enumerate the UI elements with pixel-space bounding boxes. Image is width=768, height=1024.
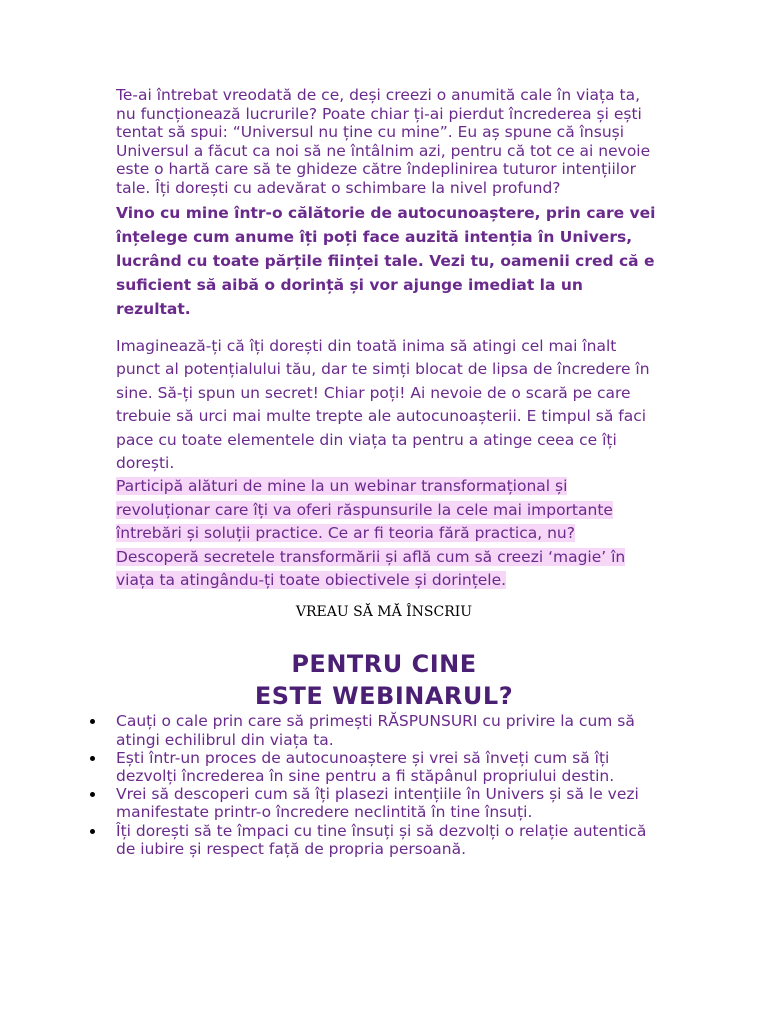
audience-list (116, 712, 656, 858)
list-item-text: Ești într-un proces de autocunoaștere și vrei să înveți cum să îți dezvolți încrederea în sine pentru a fi stăpânul propriului destin. (116, 748, 615, 786)
bullet-icon (90, 719, 95, 724)
heading-line-1: PENTRU CINE (291, 650, 477, 679)
list-item (116, 749, 656, 785)
heading-line-2: ESTE WEBINARUL? (254, 682, 514, 711)
list-item (116, 822, 656, 858)
document-page (116, 86, 656, 858)
list-item-text: Vrei să descoperi cum să îți plasezi intențiile în Univers și să le vezi manifestate printr-o încredere neclintită în tine însuți. (116, 785, 639, 822)
highlighted-text: Participă alături de mine la un webinar transformațional și revoluționar care îți va oferi răspunsurile la cele mai importante întrebări și soluții practice. Ce ar fi teoria fără practica, nu? Descoperă secretele transformării și află cum să creezi ‘magie’ în viața ta atingându-ți toate obiectivele și dorințele. (116, 477, 626, 590)
list-item (116, 712, 656, 748)
list-item (116, 785, 656, 821)
bullet-icon (90, 829, 95, 834)
highlight-paragraph (116, 475, 656, 592)
bold-paragraph: Vino cu mine într-o călătorie de autocunoaștere, prin care vei înțelege cum anume îți poți face auzită intenția în Univers, lucrând cu toate părțile ființei tale. Vezi tu, oamenii cred că e suficient să aibă o dorință și vor ajunge imediat la un rezultat. (116, 204, 656, 318)
bullet-icon (90, 792, 95, 797)
intro-paragraph: Te-ai întrebat vreodată de ce, deși creezi o anumită cale în viața ta, nu funcționează lucrurile? Poate chiar ți-ai pierdut încrederea și ești tentat să spui: “Universul nu ține cu mine”. Eu aș spune că însuși Universul a făcut ca noi să ne întâlnim azi, pentru că tot ce ai nevoie este o hartă care să te ghideze către îndeplinirea tuturor intențiilor tale. Îți dorești cu adevărat o schimbare la nivel profund? (116, 86, 651, 197)
signup-link[interactable]: VREAU SĂ MĂ ÎNSCRIU (295, 604, 473, 621)
list-item-text: Îți dorești să te împaci cu tine însuți și să dezvolți o relație autentică de iubire și respect față de propria persoană. (116, 821, 647, 858)
section-heading (116, 648, 652, 712)
bullet-icon (90, 756, 95, 761)
imagine-paragraph: Imaginează-ți că îți dorești din toată inima să atingi cel mai înalt punct al potențialului tău, dar te simți blocat de lipsa de încredere în sine. Să-ți spun un secret! Chiar poți! Ai nevoie de o scară pe care trebuie să urci mai multe trepte ale autocunoașterii. E timpul să faci pace cu toate elementele din viața ta pentru a atinge ceea ce îți dorești. (116, 337, 650, 473)
list-item-text: Cauți o cale prin care să primești RĂSPUNSURI cu privire la cum să atingi echilibrul din viața ta. (116, 712, 635, 749)
